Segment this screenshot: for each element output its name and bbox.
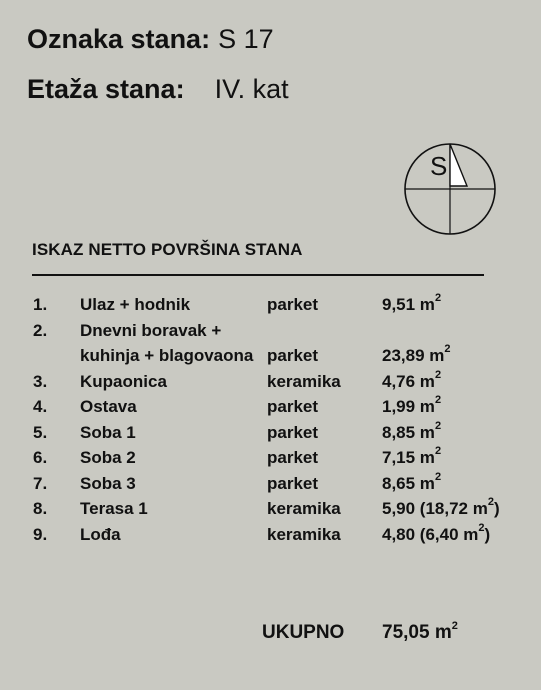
room-name: Soba 3 xyxy=(80,473,136,493)
room-area-unit-exponent: 2 xyxy=(434,368,442,381)
room-area xyxy=(382,420,441,446)
total-label: UKUPNO xyxy=(262,622,345,643)
room-area-value: 8,85 m xyxy=(382,422,435,442)
room-name: Terasa 1 xyxy=(80,499,148,518)
room-area-unit-exponent: 2 xyxy=(487,496,494,509)
room-area-unit-exponent: 2 xyxy=(434,394,442,407)
table-row xyxy=(0,445,541,471)
room-flooring: parket xyxy=(267,448,319,467)
room-flooring: parket xyxy=(267,346,319,365)
table-row xyxy=(0,522,541,548)
room-area-unit-exponent: 2 xyxy=(434,292,442,305)
room-area-unit-exponent: 2 xyxy=(434,419,442,432)
room-area xyxy=(382,343,451,369)
room-flooring: parket xyxy=(267,295,319,314)
room-area xyxy=(382,445,441,471)
table-row xyxy=(0,318,541,344)
room-area xyxy=(382,394,441,420)
compass-letter: S xyxy=(430,151,448,181)
table-row xyxy=(0,369,541,395)
table-row xyxy=(0,343,541,369)
room-name: Soba 1 xyxy=(80,422,136,442)
room-area xyxy=(382,292,441,318)
room-area-unit-exponent: 2 xyxy=(434,445,442,458)
unit-label: Oznaka stana: xyxy=(27,24,211,54)
room-name: Ostava xyxy=(80,397,137,416)
room-flooring: keramika xyxy=(267,499,341,518)
floor-label: Etaža stana: xyxy=(27,74,185,104)
room-area xyxy=(382,471,441,497)
room-area-value: 5,90 (18,72 m xyxy=(382,499,488,518)
unit-value: S 17 xyxy=(218,24,274,54)
room-name: Soba 2 xyxy=(80,448,136,467)
divider xyxy=(32,274,484,276)
room-area-value: 8,65 m xyxy=(382,473,435,493)
room-number: 2. xyxy=(33,320,48,340)
unit-designation xyxy=(27,24,274,54)
room-area-value: 4,76 m xyxy=(382,371,435,391)
table-row xyxy=(0,394,541,420)
room-area xyxy=(382,522,490,548)
room-number: 9. xyxy=(33,524,48,544)
table-row xyxy=(0,292,541,318)
room-number: 1. xyxy=(33,295,48,314)
floor-value: IV. kat xyxy=(214,74,289,104)
table-row xyxy=(0,471,541,497)
room-area-value: 4,80 (6,40 m xyxy=(382,524,479,544)
floor-designation xyxy=(27,74,289,104)
room-flooring: keramika xyxy=(267,524,341,544)
room-area-value: 1,99 m xyxy=(382,397,435,416)
room-name: Dnevni boravak + xyxy=(80,320,222,340)
table-row xyxy=(0,420,541,446)
room-number: 4. xyxy=(33,397,48,416)
section-title: ISKAZ NETTO POVRŠINA STANA xyxy=(32,240,303,259)
room-flooring: parket xyxy=(267,473,319,493)
room-number: 6. xyxy=(33,448,48,467)
table-row xyxy=(0,496,541,522)
room-area-value: 23,89 m xyxy=(382,346,445,365)
room-flooring: parket xyxy=(267,422,319,442)
total-value-sup: 2 xyxy=(451,619,458,632)
room-area-unit-exponent: 2 xyxy=(478,521,485,534)
room-number: 7. xyxy=(33,473,48,493)
room-name: Ulaz + hodnik xyxy=(80,295,191,314)
total-value-text: 75,05 m xyxy=(382,622,452,643)
room-area-unit-exponent: 2 xyxy=(434,470,442,483)
room-flooring: parket xyxy=(267,397,319,416)
room-area-tail: ) xyxy=(484,524,491,544)
room-area-value: 7,15 m xyxy=(382,448,435,467)
room-name: Lođa xyxy=(80,524,121,544)
room-area-table xyxy=(0,292,541,547)
room-name: kuhinja + blagovaona xyxy=(80,346,254,365)
room-number: 3. xyxy=(33,371,48,391)
north-compass-icon xyxy=(403,142,499,238)
room-area-value: 9,51 m xyxy=(382,295,435,314)
room-area xyxy=(382,369,441,395)
room-name: Kupaonica xyxy=(80,371,167,391)
room-area xyxy=(382,496,500,522)
room-number: 8. xyxy=(33,499,48,518)
room-area-unit-exponent: 2 xyxy=(444,343,451,356)
room-area-tail: ) xyxy=(493,499,500,518)
total-value xyxy=(382,619,458,644)
room-number: 5. xyxy=(33,422,48,442)
room-flooring: keramika xyxy=(267,371,341,391)
